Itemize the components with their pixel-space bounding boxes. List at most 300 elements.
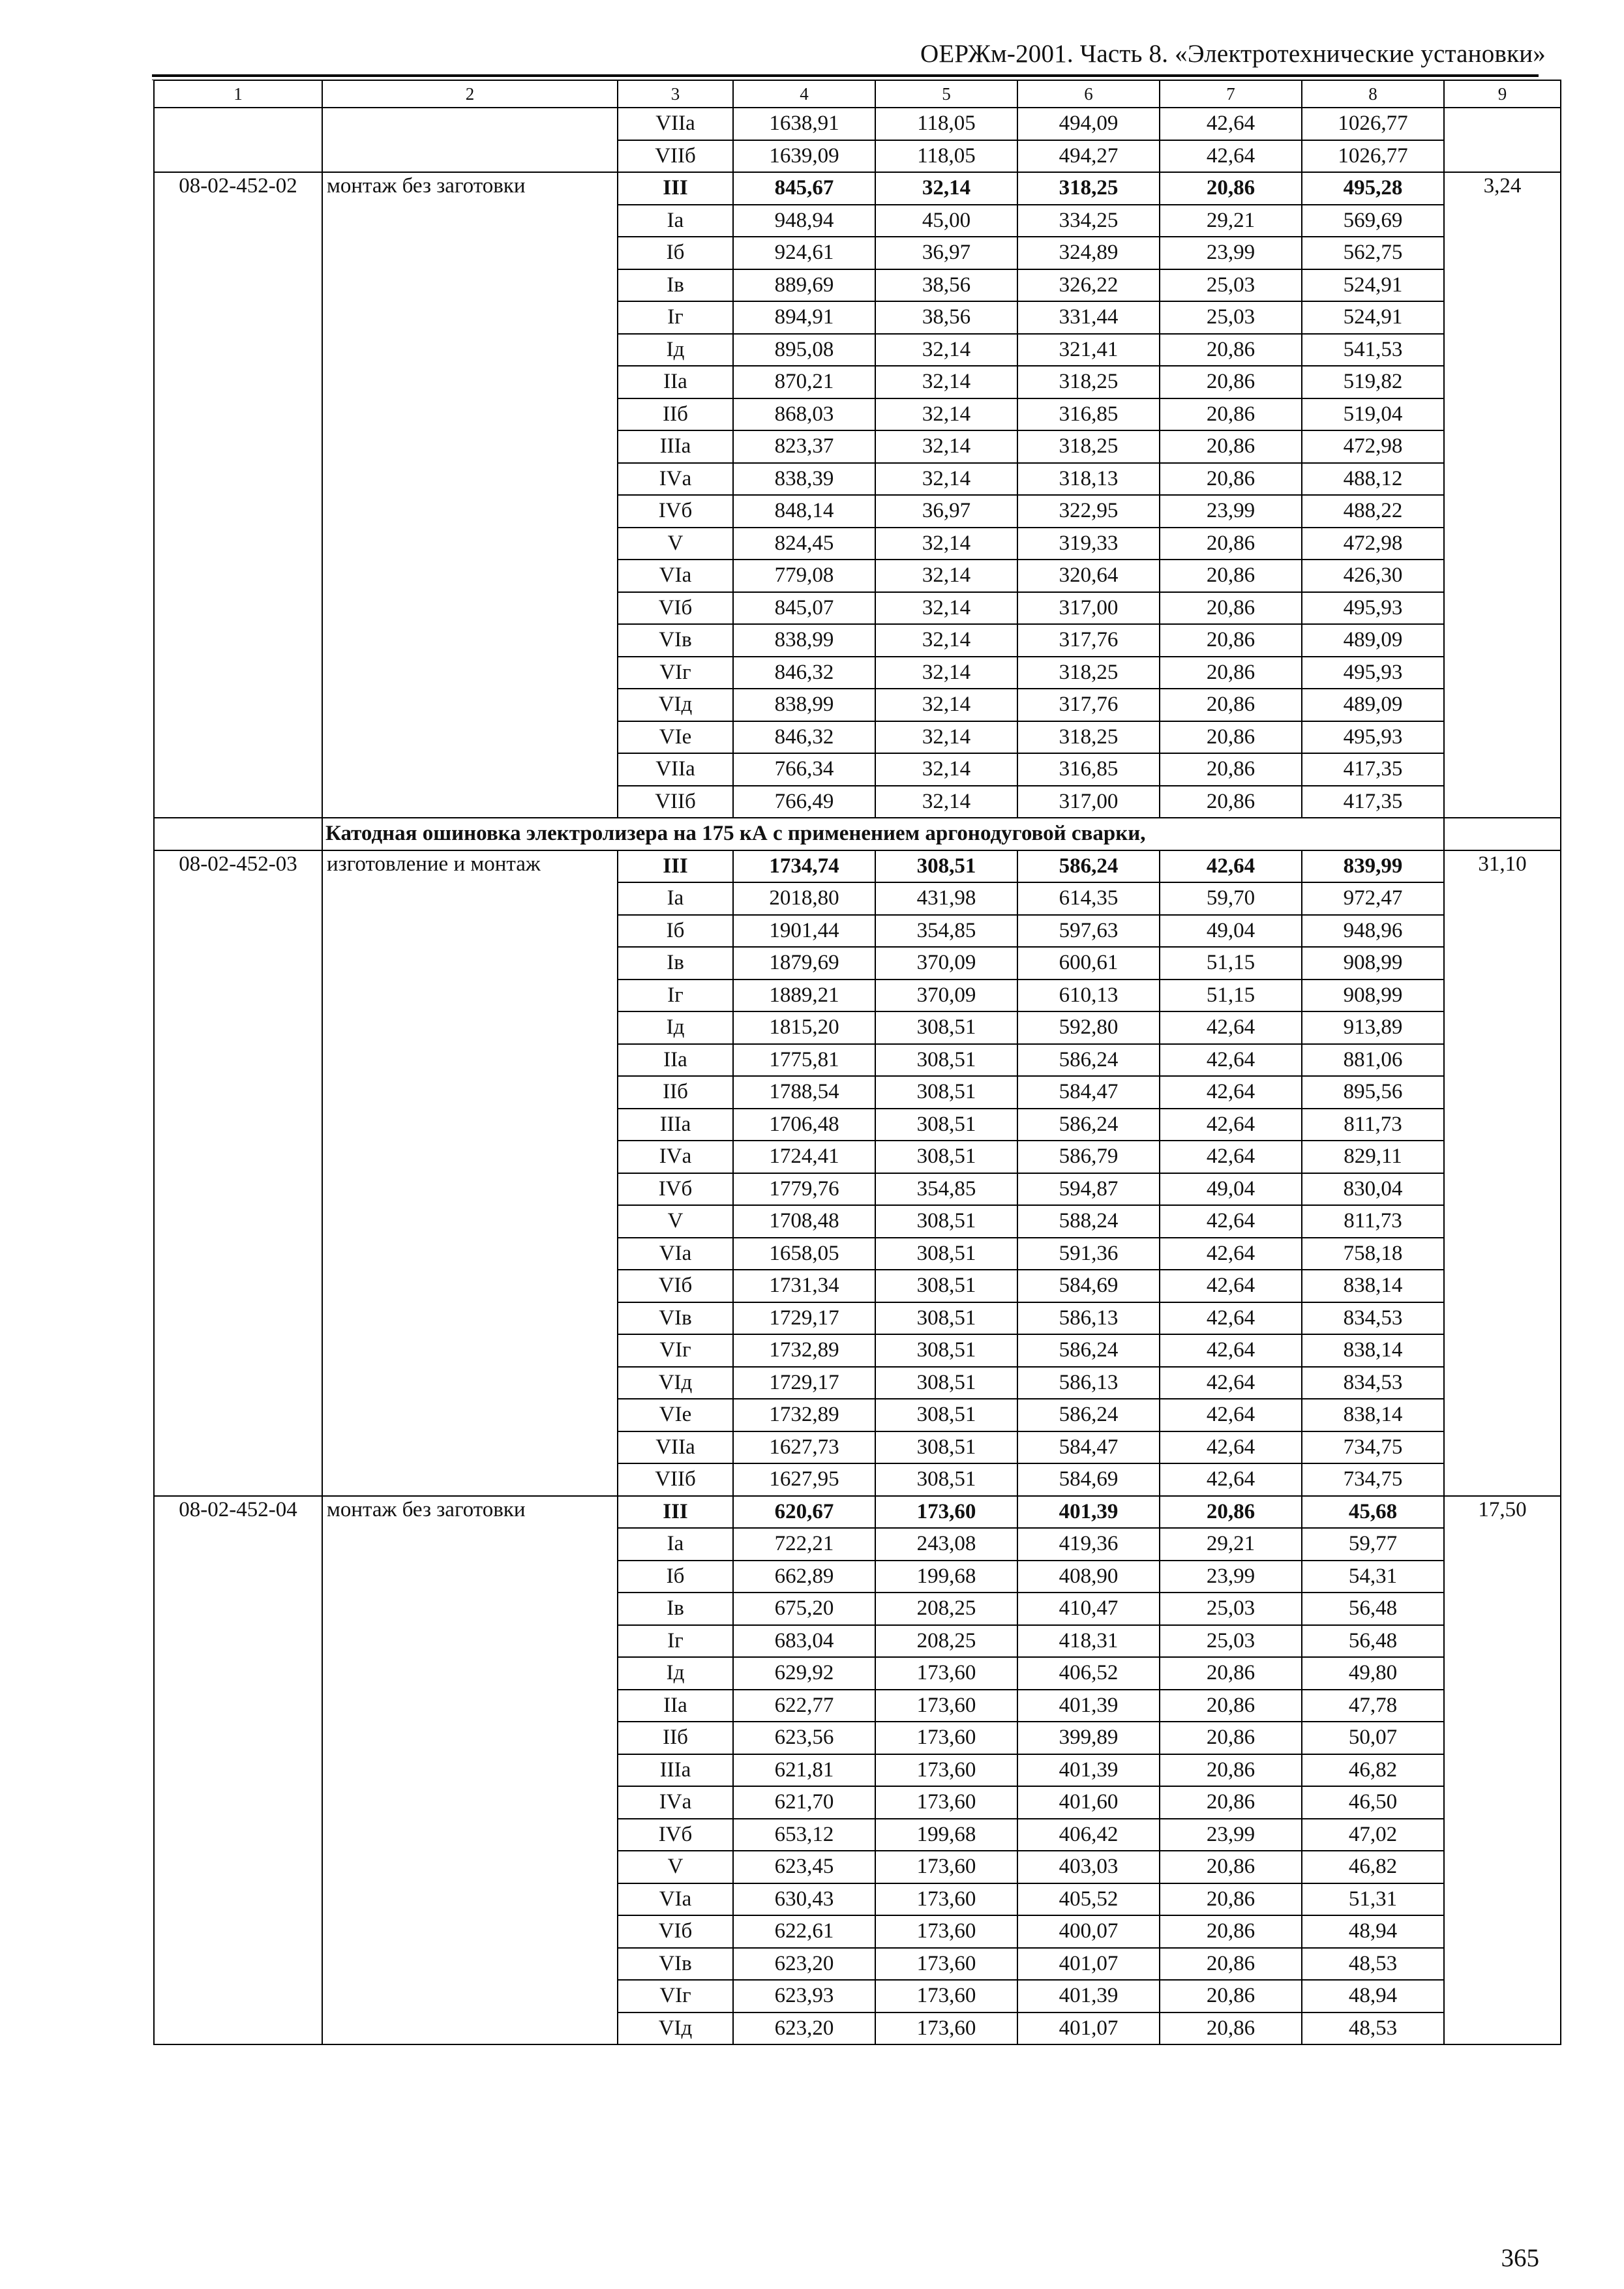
col9-value: 31,10 bbox=[1444, 850, 1561, 1496]
value-cell: 308,51 bbox=[875, 1205, 1017, 1238]
value-cell: 42,64 bbox=[1160, 1270, 1302, 1302]
column-number-cell: 7 bbox=[1160, 80, 1302, 108]
value-cell: 38,56 bbox=[875, 269, 1017, 302]
value-cell: 823,37 bbox=[733, 430, 875, 463]
value-cell: 173,60 bbox=[875, 1754, 1017, 1787]
value-cell: 623,45 bbox=[733, 1851, 875, 1883]
value-cell: 600,61 bbox=[1017, 947, 1160, 980]
value-cell: 408,90 bbox=[1017, 1561, 1160, 1593]
value-cell: 584,47 bbox=[1017, 1431, 1160, 1464]
value-cell: 972,47 bbox=[1302, 882, 1444, 915]
zone-cell: VIIа bbox=[618, 108, 733, 140]
value-cell: 42,64 bbox=[1160, 1399, 1302, 1431]
value-cell: 584,69 bbox=[1017, 1463, 1160, 1496]
column-number-cell: 1 bbox=[154, 80, 322, 108]
zone-cell: Iб bbox=[618, 915, 733, 948]
value-cell: 32,14 bbox=[875, 398, 1017, 431]
norm-code bbox=[154, 108, 322, 172]
value-cell: 401,39 bbox=[1017, 1754, 1160, 1787]
value-cell: 829,11 bbox=[1302, 1141, 1444, 1173]
value-cell: 838,39 bbox=[733, 463, 875, 496]
column-number-cell: 4 bbox=[733, 80, 875, 108]
value-cell: 308,51 bbox=[875, 1044, 1017, 1077]
value-cell: 20,86 bbox=[1160, 1722, 1302, 1754]
zone-cell: IVа bbox=[618, 463, 733, 496]
zone-cell: VIа bbox=[618, 560, 733, 592]
value-cell: 811,73 bbox=[1302, 1109, 1444, 1141]
value-cell: 48,94 bbox=[1302, 1915, 1444, 1948]
value-cell: 38,56 bbox=[875, 301, 1017, 334]
value-cell: 419,36 bbox=[1017, 1528, 1160, 1561]
value-cell: 779,08 bbox=[733, 560, 875, 592]
norm-name: монтаж без заготовки bbox=[322, 172, 618, 818]
value-cell: 308,51 bbox=[875, 1011, 1017, 1044]
value-cell: 406,52 bbox=[1017, 1657, 1160, 1690]
value-cell: 208,25 bbox=[875, 1625, 1017, 1658]
value-cell: 20,86 bbox=[1160, 1786, 1302, 1819]
value-cell: 401,60 bbox=[1017, 1786, 1160, 1819]
value-cell: 594,87 bbox=[1017, 1173, 1160, 1206]
value-cell: 243,08 bbox=[875, 1528, 1017, 1561]
value-cell: 199,68 bbox=[875, 1561, 1017, 1593]
value-cell: 418,31 bbox=[1017, 1625, 1160, 1658]
column-number-cell: 5 bbox=[875, 80, 1017, 108]
value-cell: 59,77 bbox=[1302, 1528, 1444, 1561]
zone-cell: Iд bbox=[618, 1011, 733, 1044]
value-cell: 586,13 bbox=[1017, 1367, 1160, 1399]
value-cell: 621,70 bbox=[733, 1786, 875, 1819]
value-cell: 1788,54 bbox=[733, 1076, 875, 1109]
value-cell: 36,97 bbox=[875, 237, 1017, 269]
value-cell: 20,86 bbox=[1160, 430, 1302, 463]
value-cell: 489,09 bbox=[1302, 624, 1444, 657]
zone-cell: IVб bbox=[618, 1173, 733, 1206]
table-row bbox=[154, 1496, 1561, 1529]
value-cell: 653,12 bbox=[733, 1819, 875, 1851]
section-title: Катодная ошиновка электролизера на 175 кА с применением аргонодуговой сварки, bbox=[322, 818, 1444, 850]
value-cell: 118,05 bbox=[875, 108, 1017, 140]
value-cell: 316,85 bbox=[1017, 398, 1160, 431]
norm-name: изготовление и монтаж bbox=[322, 850, 618, 1496]
value-cell: 824,45 bbox=[733, 528, 875, 560]
value-cell: 1706,48 bbox=[733, 1109, 875, 1141]
value-cell: 524,91 bbox=[1302, 269, 1444, 302]
zone-cell: VIIа bbox=[618, 753, 733, 786]
value-cell: 908,99 bbox=[1302, 980, 1444, 1012]
zone-cell: Iг bbox=[618, 1625, 733, 1658]
value-cell: 839,99 bbox=[1302, 850, 1444, 883]
zone-cell: IIIа bbox=[618, 1109, 733, 1141]
value-cell: 734,75 bbox=[1302, 1463, 1444, 1496]
value-cell: 317,00 bbox=[1017, 786, 1160, 818]
value-cell: 46,50 bbox=[1302, 1786, 1444, 1819]
value-cell: 23,99 bbox=[1160, 1819, 1302, 1851]
value-cell: 495,93 bbox=[1302, 657, 1444, 689]
norm-code: 08-02-452-04 bbox=[154, 1496, 322, 2045]
value-cell: 1729,17 bbox=[733, 1302, 875, 1335]
value-cell: 1889,21 bbox=[733, 980, 875, 1012]
value-cell: 399,89 bbox=[1017, 1722, 1160, 1754]
value-cell: 49,04 bbox=[1160, 1173, 1302, 1206]
zone-cell: IIIа bbox=[618, 1754, 733, 1787]
zone-cell: IVа bbox=[618, 1786, 733, 1819]
value-cell: 354,85 bbox=[875, 915, 1017, 948]
value-cell: 32,14 bbox=[875, 528, 1017, 560]
value-cell: 586,24 bbox=[1017, 850, 1160, 883]
value-cell: 630,43 bbox=[733, 1883, 875, 1916]
value-cell: 46,82 bbox=[1302, 1851, 1444, 1883]
value-cell: 948,94 bbox=[733, 205, 875, 237]
value-cell: 845,67 bbox=[733, 172, 875, 205]
value-cell: 401,07 bbox=[1017, 1948, 1160, 1981]
value-cell: 54,31 bbox=[1302, 1561, 1444, 1593]
value-cell: 20,86 bbox=[1160, 172, 1302, 205]
value-cell: 173,60 bbox=[875, 1496, 1017, 1529]
value-cell: 173,60 bbox=[875, 1883, 1017, 1916]
value-cell: 489,09 bbox=[1302, 689, 1444, 721]
value-cell: 662,89 bbox=[733, 1561, 875, 1593]
norm-code: 08-02-452-03 bbox=[154, 850, 322, 1496]
value-cell: 32,14 bbox=[875, 786, 1017, 818]
value-cell: 838,99 bbox=[733, 624, 875, 657]
value-cell: 308,51 bbox=[875, 1270, 1017, 1302]
value-cell: 610,13 bbox=[1017, 980, 1160, 1012]
value-cell: 20,86 bbox=[1160, 657, 1302, 689]
value-cell: 20,86 bbox=[1160, 592, 1302, 625]
norms-table bbox=[153, 80, 1561, 2045]
zone-cell: VIб bbox=[618, 1915, 733, 1948]
value-cell: 42,64 bbox=[1160, 1011, 1302, 1044]
value-cell: 42,64 bbox=[1160, 1463, 1302, 1496]
value-cell: 32,14 bbox=[875, 366, 1017, 398]
norms-table-body bbox=[154, 80, 1561, 2044]
value-cell: 758,18 bbox=[1302, 1238, 1444, 1270]
zone-cell: V bbox=[618, 1851, 733, 1883]
zone-cell: Iг bbox=[618, 980, 733, 1012]
zone-cell: IIб bbox=[618, 1076, 733, 1109]
zone-cell: IVб bbox=[618, 495, 733, 528]
value-cell: 1731,34 bbox=[733, 1270, 875, 1302]
value-cell: 895,56 bbox=[1302, 1076, 1444, 1109]
value-cell: 838,14 bbox=[1302, 1334, 1444, 1367]
zone-cell: Iв bbox=[618, 269, 733, 302]
value-cell: 45,68 bbox=[1302, 1496, 1444, 1529]
value-cell: 584,47 bbox=[1017, 1076, 1160, 1109]
column-number-cell: 6 bbox=[1017, 80, 1160, 108]
value-cell: 42,64 bbox=[1160, 1431, 1302, 1464]
value-cell: 308,51 bbox=[875, 1076, 1017, 1109]
value-cell: 20,86 bbox=[1160, 753, 1302, 786]
value-cell: 494,27 bbox=[1017, 140, 1160, 173]
value-cell: 48,94 bbox=[1302, 1980, 1444, 2012]
value-cell: 42,64 bbox=[1160, 1044, 1302, 1077]
value-cell: 623,20 bbox=[733, 2012, 875, 2045]
value-cell: 401,07 bbox=[1017, 2012, 1160, 2045]
value-cell: 322,95 bbox=[1017, 495, 1160, 528]
zone-cell: VIд bbox=[618, 2012, 733, 2045]
value-cell: 47,78 bbox=[1302, 1690, 1444, 1722]
zone-cell: VIг bbox=[618, 1334, 733, 1367]
zone-cell: IIб bbox=[618, 398, 733, 431]
value-cell: 830,04 bbox=[1302, 1173, 1444, 1206]
value-cell: 20,86 bbox=[1160, 689, 1302, 721]
value-cell: 766,49 bbox=[733, 786, 875, 818]
value-cell: 410,47 bbox=[1017, 1593, 1160, 1625]
zone-cell: IIа bbox=[618, 366, 733, 398]
value-cell: 319,33 bbox=[1017, 528, 1160, 560]
zone-cell: Iд bbox=[618, 1657, 733, 1690]
zone-cell: VIе bbox=[618, 1399, 733, 1431]
value-cell: 25,03 bbox=[1160, 301, 1302, 334]
table-row bbox=[154, 172, 1561, 205]
value-cell: 20,86 bbox=[1160, 1883, 1302, 1916]
value-cell: 622,61 bbox=[733, 1915, 875, 1948]
norm-code: 08-02-452-02 bbox=[154, 172, 322, 818]
value-cell: 308,51 bbox=[875, 1463, 1017, 1496]
value-cell: 401,39 bbox=[1017, 1980, 1160, 2012]
value-cell: 317,00 bbox=[1017, 592, 1160, 625]
col9-value: 3,24 bbox=[1444, 172, 1561, 818]
value-cell: 870,21 bbox=[733, 366, 875, 398]
value-cell: 23,99 bbox=[1160, 495, 1302, 528]
value-cell: 20,86 bbox=[1160, 1851, 1302, 1883]
value-cell: 623,93 bbox=[733, 1980, 875, 2012]
value-cell: 320,64 bbox=[1017, 560, 1160, 592]
value-cell: 20,86 bbox=[1160, 786, 1302, 818]
value-cell: 838,99 bbox=[733, 689, 875, 721]
value-cell: 20,86 bbox=[1160, 1915, 1302, 1948]
value-cell: 20,86 bbox=[1160, 721, 1302, 754]
zone-cell: VIг bbox=[618, 1980, 733, 2012]
zone-cell: VIIа bbox=[618, 1431, 733, 1464]
zone-cell: VIIб bbox=[618, 140, 733, 173]
zone-cell: VIб bbox=[618, 592, 733, 625]
value-cell: 494,09 bbox=[1017, 108, 1160, 140]
value-cell: 403,03 bbox=[1017, 1851, 1160, 1883]
value-cell: 20,86 bbox=[1160, 528, 1302, 560]
zone-cell: VIб bbox=[618, 1270, 733, 1302]
value-cell: 317,76 bbox=[1017, 689, 1160, 721]
value-cell: 1658,05 bbox=[733, 1238, 875, 1270]
norm-name bbox=[322, 108, 618, 172]
value-cell: 591,36 bbox=[1017, 1238, 1160, 1270]
value-cell: 846,32 bbox=[733, 657, 875, 689]
value-cell: 431,98 bbox=[875, 882, 1017, 915]
value-cell: 199,68 bbox=[875, 1819, 1017, 1851]
zone-cell: V bbox=[618, 528, 733, 560]
value-cell: 488,22 bbox=[1302, 495, 1444, 528]
value-cell: 42,64 bbox=[1160, 1141, 1302, 1173]
value-cell: 50,07 bbox=[1302, 1722, 1444, 1754]
value-cell: 868,03 bbox=[733, 398, 875, 431]
value-cell: 845,07 bbox=[733, 592, 875, 625]
value-cell: 32,14 bbox=[875, 624, 1017, 657]
value-cell: 46,82 bbox=[1302, 1754, 1444, 1787]
value-cell: 321,41 bbox=[1017, 334, 1160, 367]
table-row bbox=[154, 108, 1561, 140]
value-cell: 316,85 bbox=[1017, 753, 1160, 786]
value-cell: 318,25 bbox=[1017, 172, 1160, 205]
table-row bbox=[154, 850, 1561, 883]
value-cell: 401,39 bbox=[1017, 1690, 1160, 1722]
column-number-cell: 8 bbox=[1302, 80, 1444, 108]
value-cell: 370,09 bbox=[875, 947, 1017, 980]
value-cell: 623,20 bbox=[733, 1948, 875, 1981]
value-cell: 1638,91 bbox=[733, 108, 875, 140]
value-cell: 51,15 bbox=[1160, 980, 1302, 1012]
value-cell: 848,14 bbox=[733, 495, 875, 528]
value-cell: 400,07 bbox=[1017, 1915, 1160, 1948]
value-cell: 417,35 bbox=[1302, 753, 1444, 786]
zone-cell: Iг bbox=[618, 301, 733, 334]
value-cell: 20,86 bbox=[1160, 560, 1302, 592]
norms-table-container bbox=[153, 80, 1561, 2045]
value-cell: 620,67 bbox=[733, 1496, 875, 1529]
value-cell: 675,20 bbox=[733, 1593, 875, 1625]
value-cell: 173,60 bbox=[875, 1657, 1017, 1690]
value-cell: 401,39 bbox=[1017, 1496, 1160, 1529]
value-cell: 32,14 bbox=[875, 721, 1017, 754]
value-cell: 42,64 bbox=[1160, 1076, 1302, 1109]
value-cell: 562,75 bbox=[1302, 237, 1444, 269]
value-cell: 20,86 bbox=[1160, 2012, 1302, 2045]
value-cell: 29,21 bbox=[1160, 205, 1302, 237]
section-code-cell bbox=[154, 818, 322, 850]
value-cell: 488,12 bbox=[1302, 463, 1444, 496]
zone-cell: III bbox=[618, 850, 733, 883]
value-cell: 42,64 bbox=[1160, 1238, 1302, 1270]
value-cell: 495,93 bbox=[1302, 592, 1444, 625]
value-cell: 834,53 bbox=[1302, 1302, 1444, 1335]
value-cell: 25,03 bbox=[1160, 1625, 1302, 1658]
value-cell: 308,51 bbox=[875, 1109, 1017, 1141]
value-cell: 924,61 bbox=[733, 237, 875, 269]
zone-cell: VIа bbox=[618, 1238, 733, 1270]
value-cell: 426,30 bbox=[1302, 560, 1444, 592]
value-cell: 1734,74 bbox=[733, 850, 875, 883]
value-cell: 51,15 bbox=[1160, 947, 1302, 980]
value-cell: 621,81 bbox=[733, 1754, 875, 1787]
value-cell: 49,04 bbox=[1160, 915, 1302, 948]
value-cell: 318,25 bbox=[1017, 430, 1160, 463]
value-cell: 20,86 bbox=[1160, 463, 1302, 496]
value-cell: 20,86 bbox=[1160, 1690, 1302, 1722]
value-cell: 42,64 bbox=[1160, 850, 1302, 883]
value-cell: 334,25 bbox=[1017, 205, 1160, 237]
value-cell: 23,99 bbox=[1160, 237, 1302, 269]
value-cell: 32,14 bbox=[875, 430, 1017, 463]
zone-cell: Iв bbox=[618, 1593, 733, 1625]
value-cell: 948,96 bbox=[1302, 915, 1444, 948]
col9-value bbox=[1444, 108, 1561, 172]
column-number-cell: 3 bbox=[618, 80, 733, 108]
zone-cell: Iа bbox=[618, 205, 733, 237]
column-number-cell: 9 bbox=[1444, 80, 1561, 108]
running-header-title: ОЕРЖм-2001. Часть 8. «Электротехнические установки» bbox=[920, 40, 1546, 68]
norm-name: монтаж без заготовки bbox=[322, 1496, 618, 2045]
value-cell: 20,86 bbox=[1160, 1948, 1302, 1981]
value-cell: 1732,89 bbox=[733, 1334, 875, 1367]
col9-value: 17,50 bbox=[1444, 1496, 1561, 2045]
zone-cell: VIг bbox=[618, 657, 733, 689]
zone-cell: Iд bbox=[618, 334, 733, 367]
zone-cell: III bbox=[618, 1496, 733, 1529]
value-cell: 838,14 bbox=[1302, 1399, 1444, 1431]
zone-cell: VIIб bbox=[618, 1463, 733, 1496]
value-cell: 586,24 bbox=[1017, 1044, 1160, 1077]
value-cell: 308,51 bbox=[875, 1399, 1017, 1431]
value-cell: 370,09 bbox=[875, 980, 1017, 1012]
zone-cell: VIа bbox=[618, 1883, 733, 1916]
value-cell: 881,06 bbox=[1302, 1044, 1444, 1077]
zone-cell: Iа bbox=[618, 882, 733, 915]
value-cell: 51,31 bbox=[1302, 1883, 1444, 1916]
value-cell: 908,99 bbox=[1302, 947, 1444, 980]
value-cell: 895,08 bbox=[733, 334, 875, 367]
value-cell: 173,60 bbox=[875, 1690, 1017, 1722]
value-cell: 308,51 bbox=[875, 1141, 1017, 1173]
value-cell: 173,60 bbox=[875, 1980, 1017, 2012]
value-cell: 208,25 bbox=[875, 1593, 1017, 1625]
value-cell: 569,69 bbox=[1302, 205, 1444, 237]
value-cell: 318,25 bbox=[1017, 657, 1160, 689]
value-cell: 592,80 bbox=[1017, 1011, 1160, 1044]
zone-cell: Iа bbox=[618, 1528, 733, 1561]
value-cell: 32,14 bbox=[875, 753, 1017, 786]
zone-cell: VIв bbox=[618, 624, 733, 657]
value-cell: 324,89 bbox=[1017, 237, 1160, 269]
value-cell: 354,85 bbox=[875, 1173, 1017, 1206]
value-cell: 1879,69 bbox=[733, 947, 875, 980]
value-cell: 1724,41 bbox=[733, 1141, 875, 1173]
value-cell: 588,24 bbox=[1017, 1205, 1160, 1238]
zone-cell: VIв bbox=[618, 1948, 733, 1981]
value-cell: 118,05 bbox=[875, 140, 1017, 173]
column-number-row bbox=[154, 80, 1561, 108]
value-cell: 318,25 bbox=[1017, 721, 1160, 754]
value-cell: 48,53 bbox=[1302, 1948, 1444, 1981]
value-cell: 406,42 bbox=[1017, 1819, 1160, 1851]
zone-cell: IIIа bbox=[618, 430, 733, 463]
zone-cell: Iб bbox=[618, 237, 733, 269]
value-cell: 32,14 bbox=[875, 334, 1017, 367]
value-cell: 1026,77 bbox=[1302, 140, 1444, 173]
value-cell: 32,14 bbox=[875, 592, 1017, 625]
value-cell: 811,73 bbox=[1302, 1205, 1444, 1238]
value-cell: 838,14 bbox=[1302, 1270, 1444, 1302]
value-cell: 614,35 bbox=[1017, 882, 1160, 915]
value-cell: 586,13 bbox=[1017, 1302, 1160, 1335]
value-cell: 1732,89 bbox=[733, 1399, 875, 1431]
value-cell: 47,02 bbox=[1302, 1819, 1444, 1851]
value-cell: 56,48 bbox=[1302, 1593, 1444, 1625]
value-cell: 20,86 bbox=[1160, 1657, 1302, 1690]
value-cell: 586,79 bbox=[1017, 1141, 1160, 1173]
value-cell: 20,86 bbox=[1160, 1754, 1302, 1787]
value-cell: 834,53 bbox=[1302, 1367, 1444, 1399]
value-cell: 308,51 bbox=[875, 1334, 1017, 1367]
value-cell: 622,77 bbox=[733, 1690, 875, 1722]
value-cell: 56,48 bbox=[1302, 1625, 1444, 1658]
value-cell: 59,70 bbox=[1160, 882, 1302, 915]
value-cell: 472,98 bbox=[1302, 528, 1444, 560]
value-cell: 23,99 bbox=[1160, 1561, 1302, 1593]
value-cell: 308,51 bbox=[875, 850, 1017, 883]
value-cell: 1775,81 bbox=[733, 1044, 875, 1077]
value-cell: 472,98 bbox=[1302, 430, 1444, 463]
value-cell: 308,51 bbox=[875, 1431, 1017, 1464]
value-cell: 173,60 bbox=[875, 1948, 1017, 1981]
